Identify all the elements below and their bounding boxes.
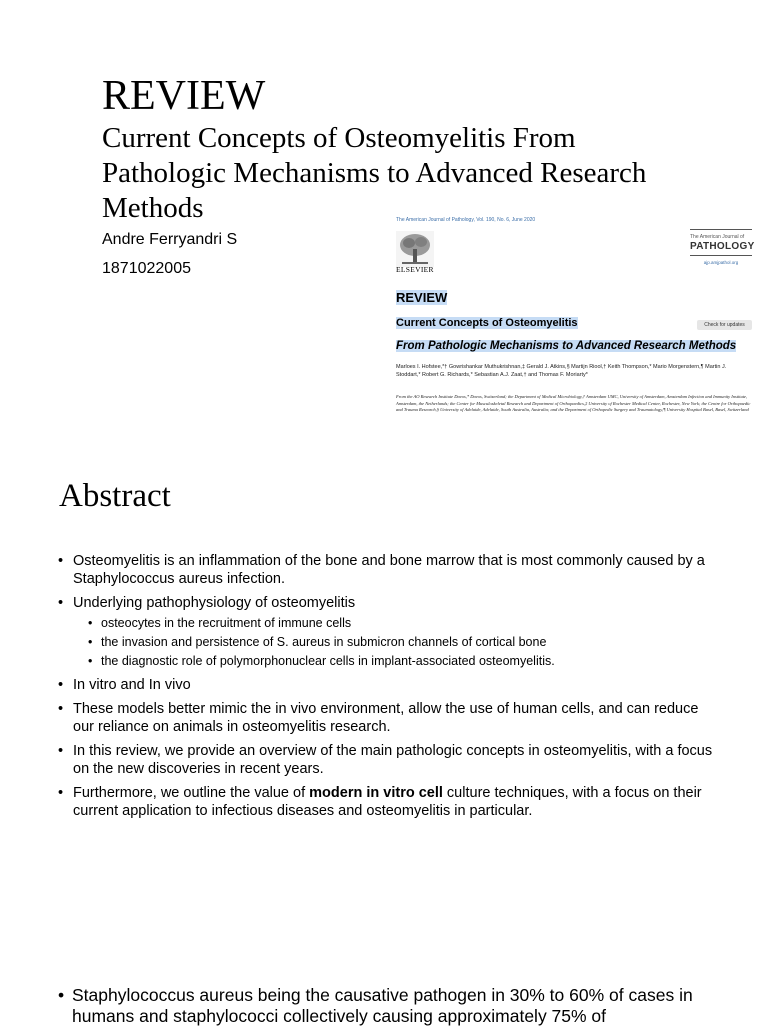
slide-title (0, 0, 768, 435)
masthead-rule (690, 255, 752, 256)
paper-affiliations: From the AO Research Institute Davos,* Davos, Switzerland; the Department of Medical Microbiology,† Amsterdam UMC, University of Amsterdam, Amsterdam Infection and Immunity Institute, Amsterdam, the Netherlands; the Center for Musculoskeletal Research and Department of Orthopaedics,‡ University of Rochester Medical Center, Rochester, New York; the Centre for Orthopaedic and Trauma Research,§ University of Adelaide, Adelaide, South Australia, Australia; and the Department of Orthopedic Surgery and Traumatology,¶ University Hospital Basel, Basel, Switzerland (396, 394, 751, 412)
journal-name-small: The American Journal of (690, 234, 745, 240)
author-name: Andre Ferryandri S (102, 231, 238, 248)
list-item: • In vitro and In vivo (58, 676, 718, 694)
slide-3-content (58, 985, 748, 1027)
sub-list-item: • the invasion and persistence of S. aureus in submicron channels of cortical bone (73, 634, 718, 651)
paper-title: Current Concepts of Osteomyelitis (396, 317, 578, 329)
list-item-text: Furthermore, we outline the value of (73, 785, 310, 801)
author-id: 1871022005 (102, 260, 191, 277)
list-item-text: culture techniques, with a focus on their current application to infectious diseases and osteomyelitis in particular. (73, 785, 702, 819)
paper-authors: Marloes I. Hofstee,*† Gowrishankar Muthukrishnan,‡ Gerald J. Atkins,§ Martijn Riool,† Keith Thompson,* Mario Morgenstern,¶ Martin J. Stoddart,* Robert G. Richards,* Sebastian A.J. Zaat,† and Thomas F. Moriarty* (396, 364, 727, 378)
paper-subtitle: From Pathologic Mechanisms to Advanced Research Methods (396, 340, 737, 352)
publisher-name: ELSEVIER (396, 265, 434, 274)
slide-subtitle: Current Concepts of Osteomyelitis From Pathologic Mechanisms to Advanced Research Methods (102, 122, 647, 224)
bold-phrase: modern in vitro cell (309, 785, 443, 801)
list-item: • These models better mimic the in vivo environment, allow the use of human cells, and can reduce our reliance on animals in osteomyelitis research. (58, 700, 718, 736)
sub-list-item: • the diagnostic role of polymorphonuclear cells in implant-associated osteomyelitis. (73, 653, 718, 670)
slide-title-heading: REVIEW (102, 73, 266, 119)
paper-header-image (388, 213, 760, 431)
check-for-updates-badge: Check for updates (697, 320, 752, 330)
paper-section-label: REVIEW (396, 290, 448, 305)
sub-bullet-list (73, 615, 718, 670)
abstract-heading: Abstract (59, 478, 171, 514)
journal-url: ajp.amjpathol.org (703, 260, 739, 265)
journal-citation: The American Journal of Pathology, Vol. 190, No. 6, June 2020 (396, 217, 536, 223)
list-item-text: Underlying pathophysiology of osteomyelitis (73, 595, 356, 611)
journal-masthead (690, 229, 755, 265)
abstract-bullet-list (58, 552, 718, 826)
list-item: • Staphylococcus aureus being the causative pathogen in 30% to 60% of cases in humans and staphylococci collectively causing approximately 75% of (58, 985, 748, 1027)
list-item (58, 784, 718, 820)
sub-list-item: • osteocytes in the recruitment of immune cells (73, 615, 718, 632)
list-item (58, 594, 718, 670)
journal-name-big: PATHOLOGY (690, 241, 755, 252)
list-item: • Osteomyelitis is an inflammation of the bone and bone marrow that is most commonly caused by a Staphylococcus aureus infection. (58, 552, 718, 588)
list-item: • In this review, we provide an overview of the main pathologic concepts in osteomyelitis, with a focus on the new discoveries in recent years. (58, 742, 718, 778)
